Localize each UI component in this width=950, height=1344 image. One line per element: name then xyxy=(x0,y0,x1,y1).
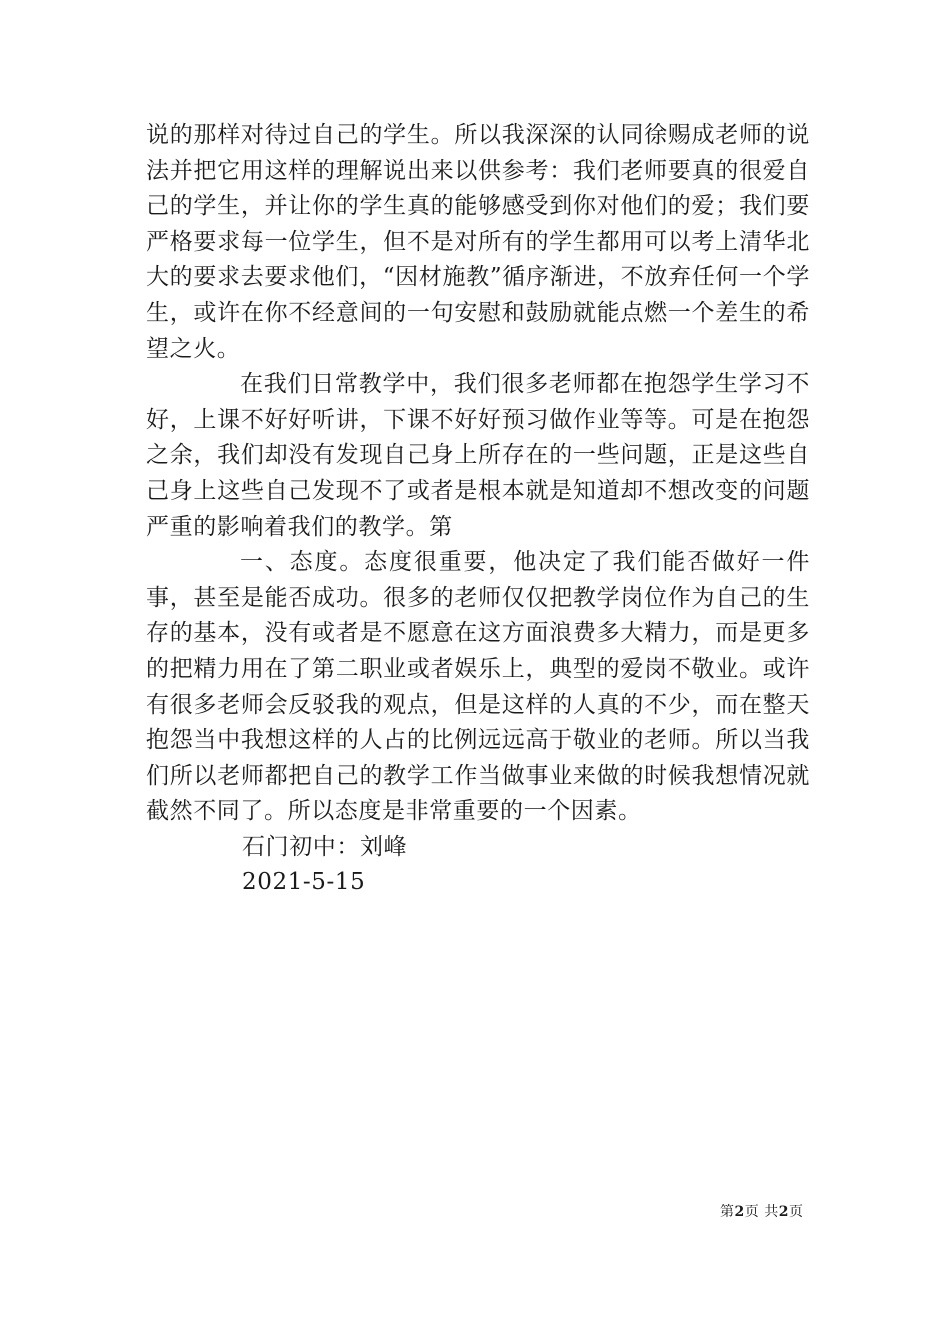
paragraph-3: 一、态度。态度很重要，他决定了我们能否做好一件事，甚至是能否成功。很多的老师仅仅把教学岗位作为自己的生存的基本，没有或者是不愿意在这方面浪费多大精力，而是更多的把精力用在了第二职业或者娱乐上，典型的爱岗不敬业。或许有很多老师会反驳我的观点，但是这样的人真的不少，而在整天抱怨当中我想这样的人占的比例远远高于敬业的老师。所以当我们所以老师都把自己的教学工作当做事业来做的时候我想情况就截然不同了。所以态度是非常重要的一个因素。 xyxy=(146,549,810,825)
page-number-footer xyxy=(720,1202,803,1222)
date-line: 2021-5-15 xyxy=(242,869,366,896)
footer-current-page: 2 xyxy=(734,1204,745,1220)
footer-prefix: 第 xyxy=(720,1204,735,1220)
signature-line: 石门初中：刘峰 xyxy=(242,833,408,860)
document-body xyxy=(146,118,810,901)
paragraph-2: 在我们日常教学中，我们很多老师都在抱怨学生学习不好，上课不好好听讲，下课不好好预习做作业等等。可是在抱怨之余，我们却没有发现自己身上所存在的一些问题，正是这些自己身上这些自己发现不了或者是根本就是知道却不想改变的问题严重的影响着我们的教学。第 xyxy=(146,371,810,540)
footer-suffix: 页 xyxy=(788,1204,804,1220)
footer-middle: 页 共 xyxy=(744,1204,779,1220)
paragraph-1: 说的那样对待过自己的学生。所以我深深的认同徐赐成老师的说法并把它用这样的理解说出来以供参考：我们老师要真的很爱自己的学生，并让你的学生真的能够感受到你对他们的爱；我们要严格要求每一位学生，但不是对所有的学生都用可以考上清华北大的要求去要求他们，“因材施教”循序渐进，不放弃任何一个学生，或许在你不经意间的一句安慰和鼓励就能点燃一个差生的希望之火。 xyxy=(146,122,810,362)
footer-total-pages: 2 xyxy=(778,1204,789,1220)
